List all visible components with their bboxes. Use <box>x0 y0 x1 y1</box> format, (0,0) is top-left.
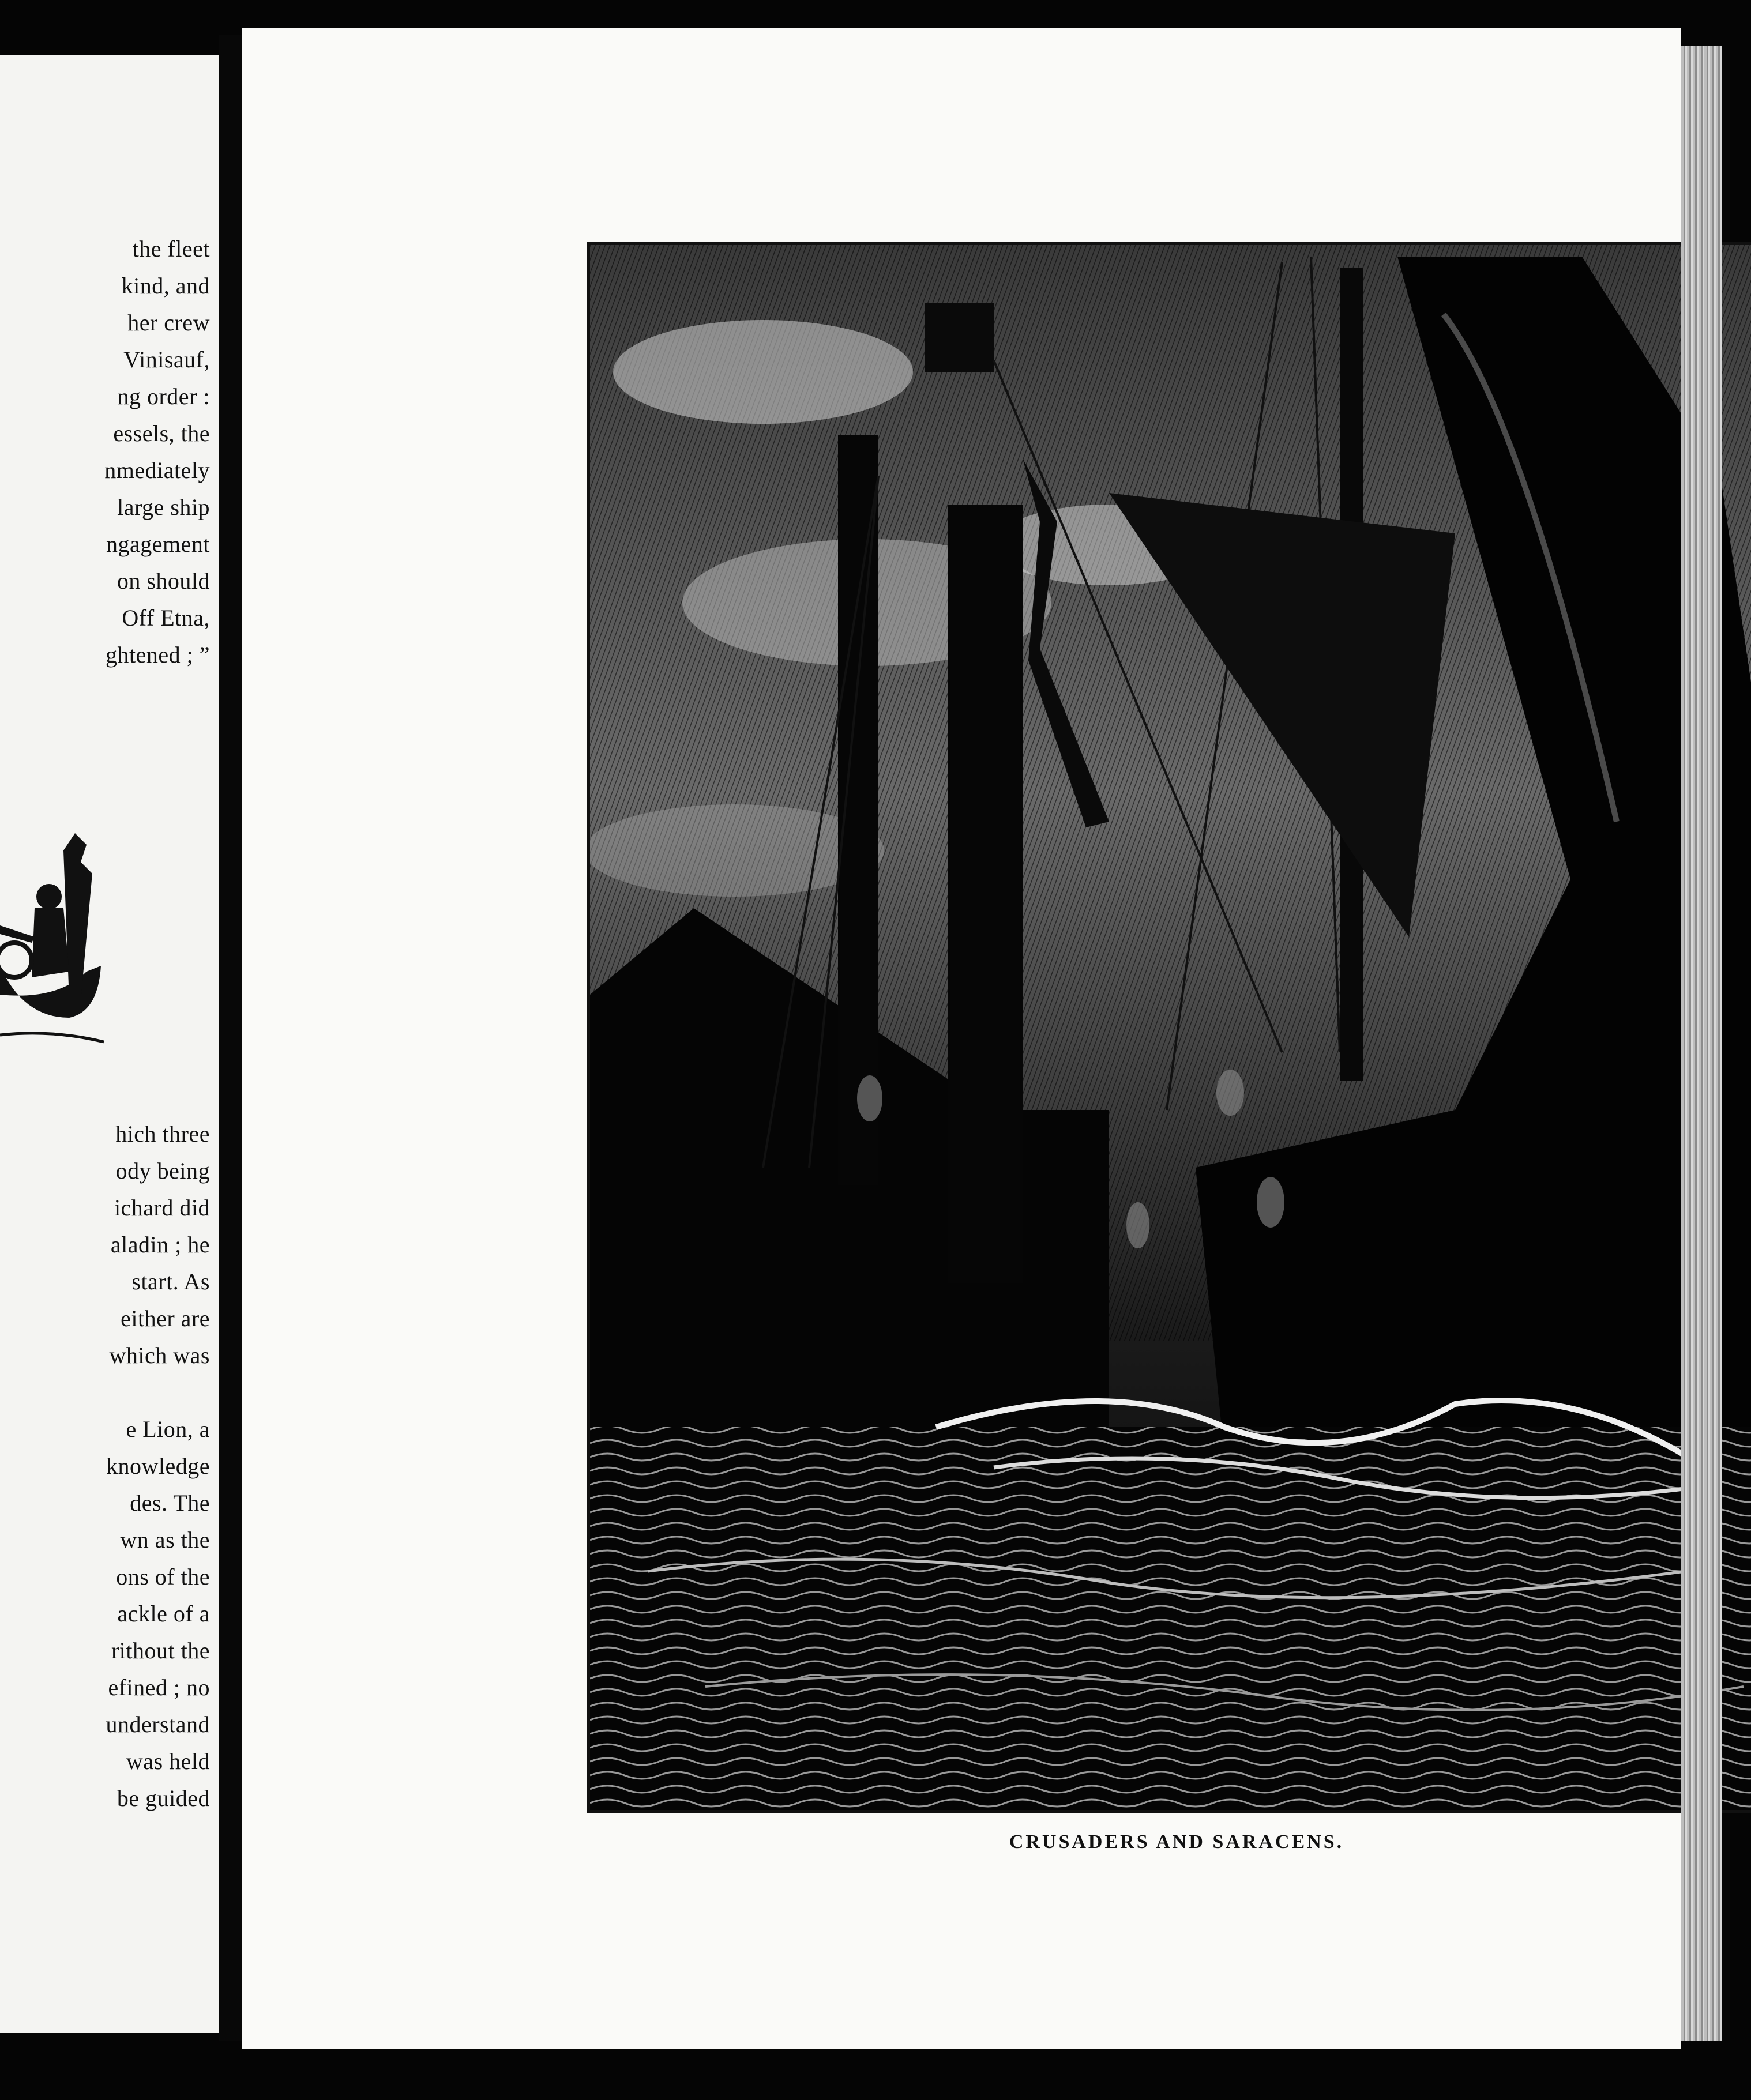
text-line: des. The <box>130 1490 210 1516</box>
right-page <box>242 28 1681 2049</box>
left-page-text-bottom <box>0 1116 210 1817</box>
page-stack-edge <box>1681 46 1722 2041</box>
text-line: the fleet <box>132 236 210 262</box>
text-line: ackle of a <box>117 1601 210 1627</box>
text-line: ichard did <box>114 1195 210 1221</box>
plate-caption: CRUSADERS AND SARACENS. <box>1009 1831 1344 1853</box>
book-gutter <box>219 35 242 2041</box>
text-line: ngagement <box>106 531 210 557</box>
text-line: Off Etna, <box>122 605 210 631</box>
text-line: wn as the <box>120 1527 210 1553</box>
text-line: ody being <box>115 1158 210 1184</box>
text-line: ghtened ; ” <box>106 642 210 668</box>
text-line: either are <box>121 1305 210 1331</box>
text-line: e Lion, a <box>126 1416 210 1442</box>
text-line: hich three <box>115 1121 210 1147</box>
text-line <box>0 1374 210 1411</box>
text-line: rithout the <box>111 1638 210 1664</box>
crusaders-engraving-illustration <box>590 245 1751 1810</box>
text-line: aladin ; he <box>110 1232 210 1258</box>
text-line: understand <box>106 1711 210 1737</box>
text-line: kind, and <box>121 273 210 299</box>
left-page-text-top <box>0 231 210 673</box>
text-line: knowledge <box>106 1453 210 1479</box>
text-line: which was <box>109 1342 210 1368</box>
engraving-plate <box>587 242 1751 1813</box>
text-line: be guided <box>117 1785 210 1811</box>
text-line: ng order : <box>117 383 210 409</box>
text-line: was held <box>126 1748 210 1774</box>
text-line: ons of the <box>116 1564 210 1590</box>
text-line: essels, the <box>113 420 210 446</box>
ship-vignette-illustration <box>0 827 115 1070</box>
text-line: efined ; no <box>108 1674 210 1700</box>
text-line: Vinisauf, <box>123 347 210 372</box>
text-line: her crew <box>127 310 210 336</box>
text-line: large ship <box>117 494 210 520</box>
left-facing-page <box>0 55 219 2033</box>
text-line: nmediately <box>104 457 210 483</box>
text-line: on should <box>117 568 210 594</box>
text-line: start. As <box>131 1269 210 1294</box>
